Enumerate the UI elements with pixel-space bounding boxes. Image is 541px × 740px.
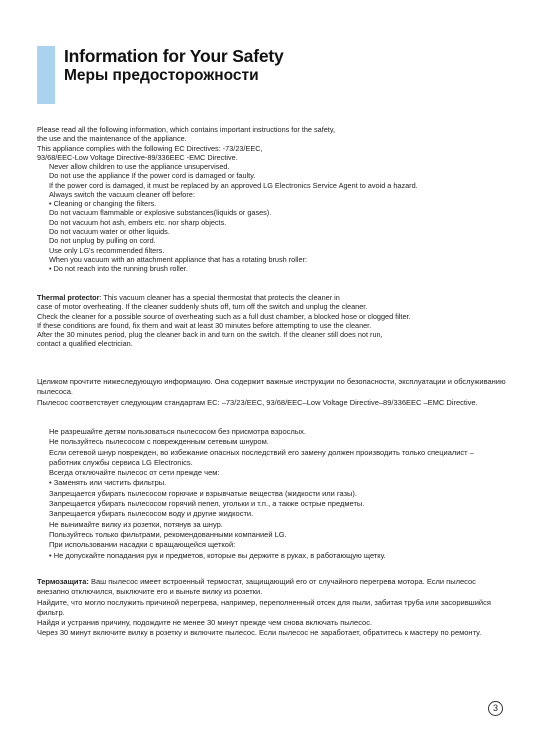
russian-intro-paragraph: Пылесос соответствует следующим стандартам ЕС: –73/23/EEC, 93/68/EEC–Low Voltage Directive–89/336EEC –EMC Directive. xyxy=(37,397,478,407)
list-item: Не вынимайте вилку из розетки, потянув за шнур. xyxy=(49,519,223,529)
page-title-ru: Меры предосторожности xyxy=(64,67,259,84)
thermal-label: Thermal protector xyxy=(37,293,100,302)
list-item: Do not use the appliance If the power cord is damaged or faulty. xyxy=(49,171,256,181)
russian-thermal-section xyxy=(37,577,507,639)
thermal-line: If these conditions are found, fix them and wait at least 30 minutes before attempting to use the cleaner. xyxy=(37,320,372,330)
list-item: • Cleaning or changing the filters. xyxy=(49,199,157,209)
page-number: 3 xyxy=(488,701,503,716)
list-item: • Заменять или чистить фильтры. xyxy=(49,478,167,488)
list-item: Не пользуйтесь пылесосом с поврежденным сетевым шнуром. xyxy=(49,437,269,447)
list-item: Do not vacuum hot ash, embers etc. nor sharp objects. xyxy=(49,217,227,227)
russian-intro xyxy=(37,377,507,408)
page-title-en: Information for Your Safety xyxy=(64,46,284,66)
list-item: Always switch the vacuum cleaner off before: xyxy=(49,189,195,199)
thermal-first-line xyxy=(37,577,507,598)
thermal-label: Термозащита: xyxy=(37,577,89,586)
english-intro xyxy=(37,125,507,162)
russian-intro-paragraph: Целиком прочтите нижеследующую информацию. Она содержит важные инструкции по безопасности, эксплуатации и обслуживанию пылесоса. xyxy=(37,377,506,397)
header-accent-bar xyxy=(37,46,55,104)
list-item: Запрещается убирать пылесосом горючие и взрывчатые вещества (жидкости или газы). xyxy=(49,488,357,498)
list-item: Если сетевой шнур поврежден, во избежание опасных последствий его замену должен производить только специалист – работник службы сервиса LG Electronics. xyxy=(49,447,474,467)
english-intro-line: 93/68/EEC-Low Voltage Directive-89/336EEC -EMC Directive. xyxy=(37,152,238,162)
list-item: If the power cord is damaged, it must be replaced by an approved LG Electronics Service Agent to avoid a hazard. xyxy=(49,180,418,190)
list-item: Do not vacuum water or other liquids. xyxy=(49,227,170,237)
list-item: When you vacuum with an attachment appliance that has a rotating brush roller: xyxy=(49,254,307,264)
list-item: При использовании насадки с вращающейся щеткой: xyxy=(49,540,236,550)
list-item: Do not unplug by pulling on cord. xyxy=(49,236,156,246)
english-intro-line: Please read all the following information, which contains important instructions for the safety, xyxy=(37,125,335,134)
english-thermal-section xyxy=(37,293,507,349)
english-intro-line: This appliance complies with the following EC Directives: -73/23/EEC, xyxy=(37,143,263,153)
thermal-line: Check the cleaner for a possible source of overheating such as a full dust chamber, a blocked hose or clogged filter. xyxy=(37,311,411,321)
english-safety-list xyxy=(37,162,507,274)
list-item: Do not vacuum flammable or explosive substances(liquids or gases). xyxy=(49,208,272,218)
thermal-line: case of motor overheating. If the cleaner suddenly shuts off, turn off the switch and unplug the cleaner. xyxy=(37,302,368,312)
list-item: Пользуйтесь только фильтрами, рекомендованными компанией LG. xyxy=(49,529,287,539)
thermal-line: Найдя и устранив причину, подождите не менее 30 минут прежде чем снова включать пылесос. xyxy=(37,618,373,628)
thermal-first-line xyxy=(37,293,507,302)
english-intro-line: the use and the maintenance of the appliance. xyxy=(37,134,187,144)
thermal-text: Ваш пылесос имеет встроенный термостат, защищающий его от случайного перегрева мотора. Если пылесос внезапно отключился, выключите его и выньте вилку из розетки. xyxy=(37,577,476,597)
list-item: Never allow children to use the appliance unsupervised. xyxy=(49,162,230,171)
thermal-line: Найдите, что могло послужить причиной перегрева, например, переполненный отсек для пыли, забитая труба или засорившийся фильтр. xyxy=(37,597,491,617)
thermal-line: After the 30 minutes period, plug the cleaner back in and turn on the switch. If the cleaner still does not run, xyxy=(37,330,383,340)
list-item: Не разрешайте детям пользоваться пылесосом без присмотра взрослых. xyxy=(49,427,306,436)
thermal-line: contact a qualified electrician. xyxy=(37,339,133,349)
thermal-text: : This vacuum cleaner has a special thermostat that protects the cleaner in xyxy=(99,293,340,302)
title-block xyxy=(64,46,284,86)
list-item: Запрещается убирать пылесосом воду и другие жидкости. xyxy=(49,509,254,519)
list-item: Всегда отключайте пылесос от сети прежде чем: xyxy=(49,468,220,478)
list-item: • Do not reach into the running brush roller. xyxy=(49,264,188,274)
russian-safety-list xyxy=(37,427,507,561)
list-item: Запрещается убирать пылесосом горячий пепел, угольки и т.п., а также острые предметы. xyxy=(49,499,365,509)
list-item: • Не допускайте попадания рук и предметов, которые вы держите в руках, в работающую щетку. xyxy=(49,550,386,560)
list-item: Use only LG's recommended filters. xyxy=(49,245,165,255)
thermal-line: Через 30 минут включите вилку в розетку и включите пылесос. Если пылесос не заработает, обратитесь к мастеру по ремонту. xyxy=(37,628,482,638)
